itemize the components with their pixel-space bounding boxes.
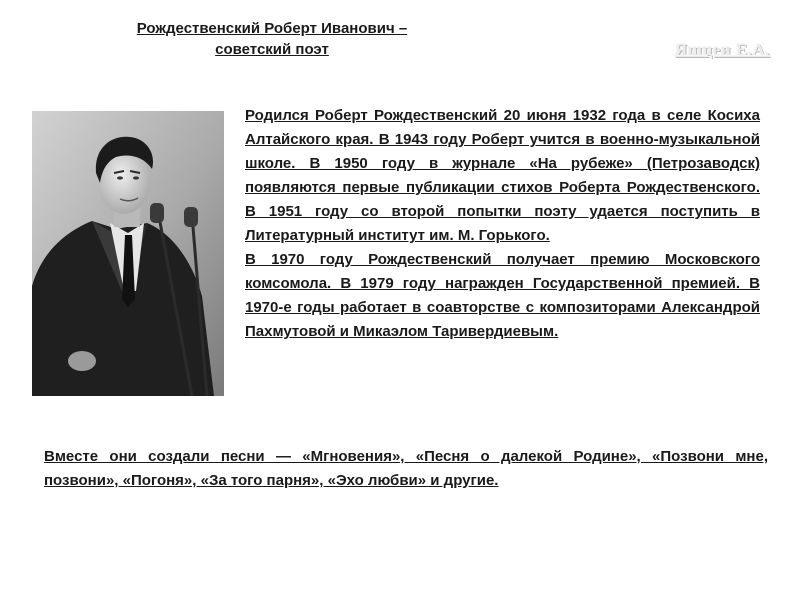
bio-paragraph-1: Родился Роберт Рождественский 20 июня 1932 года в селе Косиха Алтайского края. В 1943 году Роберт учится в военно-музыкальной школе. В 1950 году в журнале «На рубеже» (Петрозаводск) появляются первые публикации стихов Роберта Рождественского. В 1951 году со второй попытки поэту удается поступить в Литературный институт им. М. Горького. [245,107,760,244]
songs-paragraph: Вместе они создали песни — «Мгновения», «Песня о далекой Родине», «Позвони мне, позвони», «Погоня», «За того парня», «Эхо любви» и другие. [44,448,768,489]
author-watermark: Яшцен Е.А. [674,40,770,59]
biography-text [245,104,760,344]
bio-paragraph-2: В 1970 году Рождественский получает премию Московского комсомола. В 1979 году награжден Государственной премией. В 1970-е годы работает в соавторстве с композиторами Александрой Пахмутовой и Микаэлом Таривердиевым. [245,251,760,340]
poet-photo [32,111,224,396]
title-line-2: советский поэт [215,41,329,58]
slide-title [60,18,484,60]
title-line-1: Рождественский Роберт Иванович – [136,20,408,37]
